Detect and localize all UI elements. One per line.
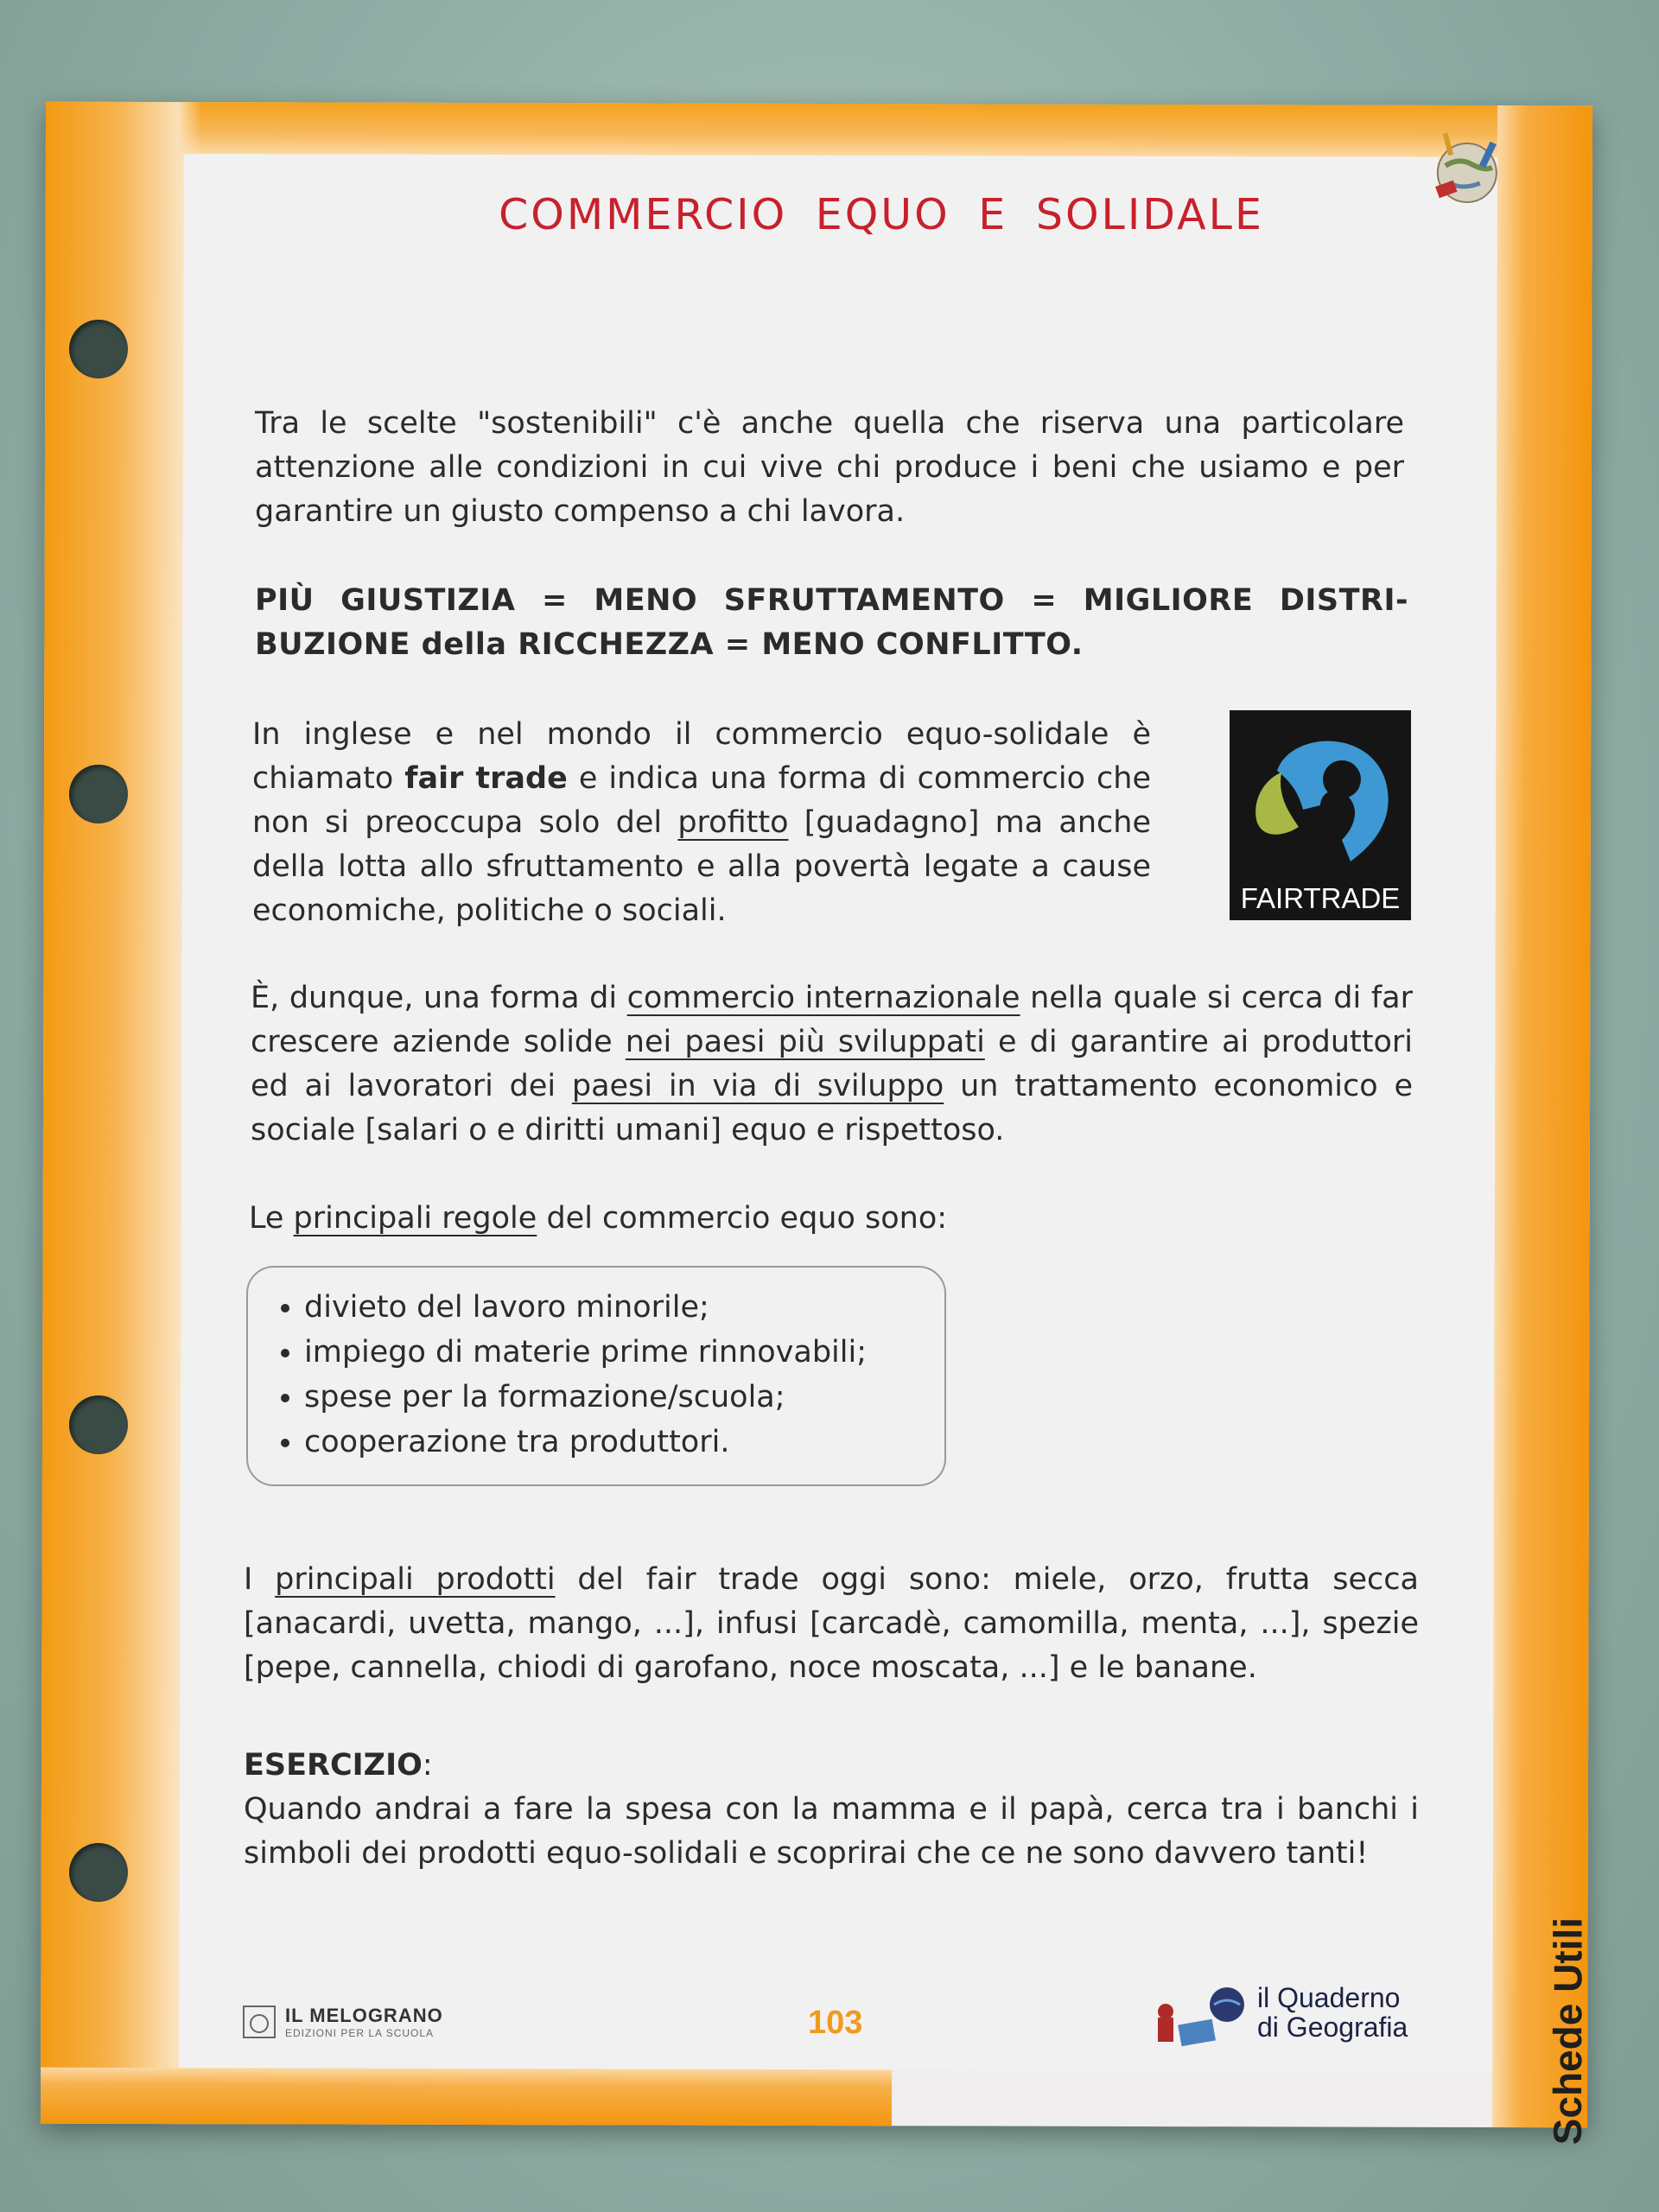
binder-hole: [69, 1395, 128, 1454]
underlined-term: principali regole: [293, 1201, 537, 1236]
rule-item: • spese per la formazione/scuola;: [304, 1375, 944, 1420]
publisher-subtitle: EDIZIONI PER LA SCUOLA: [285, 2027, 435, 2039]
underlined-term: principali prodotti: [275, 1562, 556, 1597]
underlined-term: nei paesi più sviluppati: [625, 1025, 985, 1059]
text-span: del commercio equo sono:: [537, 1201, 948, 1236]
rules-list: [274, 1285, 944, 1465]
underlined-term: commercio internazionale: [626, 981, 1020, 1015]
fair-trade-term: fair trade: [404, 761, 568, 796]
fairtrade-logo: [1230, 710, 1411, 920]
series-title: [1257, 1983, 1408, 2042]
binder-hole: [69, 320, 128, 378]
rule-item: • impiego di materie prime rinnovabili;: [304, 1330, 944, 1375]
orange-band-left: [41, 102, 201, 2124]
equation-line: BUZIONE della RICCHEZZA = MENO CONFLITTO.: [255, 627, 1084, 662]
exercise-colon: :: [422, 1748, 433, 1783]
section-side-label: Schede Utili: [1544, 1916, 1591, 2145]
fairtrade-logo-text: FAIRTRADE: [1240, 882, 1401, 914]
exercise-label: ESERCIZIO: [244, 1748, 423, 1783]
exercise-text: Quando andrai a fare la spesa con la mamma e il papà, cerca tra i banchi i simboli dei prodotti equo-solidali e scoprirai che ce ne sono davvero tanti!: [244, 1792, 1419, 1871]
text-span: del fair trade oggi sono: miele, orzo, frutta secca [anacardi, uvetta, mango, ...], infusi [carcadè, camomilla, menta, ...], spezie [pepe, cannella, chiodi di garofano, noce moscata, ...] e le banane.: [244, 1562, 1419, 1685]
series-title-line: di Geografia: [1257, 2012, 1408, 2043]
rule-item: • divieto del lavoro minorile;: [304, 1285, 944, 1330]
page-number: 103: [808, 2005, 863, 2041]
publisher-text: [285, 2005, 443, 2039]
international-trade-paragraph: [251, 976, 1413, 1153]
text-span: un trattamento economico e sociale [salari o e diritti umani] equo e rispettoso.: [251, 1069, 1413, 1147]
text-span: e di garantire ai produttori ed ai lavoratori dei: [251, 1025, 1413, 1103]
text-span: In inglese e nel mondo il commercio equo-solidale è chiamato: [252, 717, 1151, 796]
fair-trade-paragraph: [252, 713, 1151, 933]
text-span: nella quale si cerca di far crescere aziende solide: [251, 981, 1413, 1059]
text-span: È, dunque, una forma di: [251, 981, 627, 1015]
text-span: e indica una forma di commercio che non si preoccupa solo del: [252, 761, 1151, 840]
intro-paragraph: Tra le scelte "sostenibili" c'è anche quella che riserva una particolare attenzione alle condizioni in cui vive chi produce i beni che usiamo e per garantire un giusto compenso a chi lavora.: [255, 406, 1404, 529]
rules-intro: [249, 1197, 1372, 1241]
geography-notebook-icon: [1149, 1979, 1253, 2056]
binder-hole: [69, 1843, 128, 1902]
orange-band-top: [46, 102, 1592, 158]
binder-hole: [69, 765, 128, 823]
rules-box: [246, 1266, 946, 1486]
equation-line: PIÙ GIUSTIZIA = MENO SFRUTTAMENTO = MIGLIORE DISTRI-: [255, 583, 1408, 618]
series-logo: [1149, 1979, 1434, 2056]
publisher-name: IL MELOGRANO: [285, 2005, 443, 2026]
rule-item: • cooperazione tra produttori.: [304, 1420, 944, 1465]
profit-term: profitto: [677, 805, 789, 840]
pomegranate-logo-icon: [242, 2005, 276, 2039]
page-title: COMMERCIO EQUO E SOLIDALE: [499, 190, 1264, 239]
text-span: [guadagno] ma anche della lotta allo sfruttamento e alla povertà legate a cause economiche, politiche o sociali.: [252, 805, 1151, 928]
text-span: I: [244, 1562, 276, 1597]
series-title-line: il Quaderno: [1257, 1982, 1401, 2013]
products-paragraph: [244, 1558, 1419, 1690]
text-span: Le: [249, 1201, 294, 1236]
orange-band-right: [1492, 105, 1592, 2127]
exercise-heading: [244, 1744, 1419, 1788]
orange-band-bottom: [41, 2068, 892, 2126]
underlined-term: paesi in via di sviluppo: [571, 1069, 944, 1103]
publisher-logo: [242, 2005, 443, 2039]
fairtrade-mark-icon: [1238, 719, 1402, 874]
equation-block: [255, 579, 1408, 667]
